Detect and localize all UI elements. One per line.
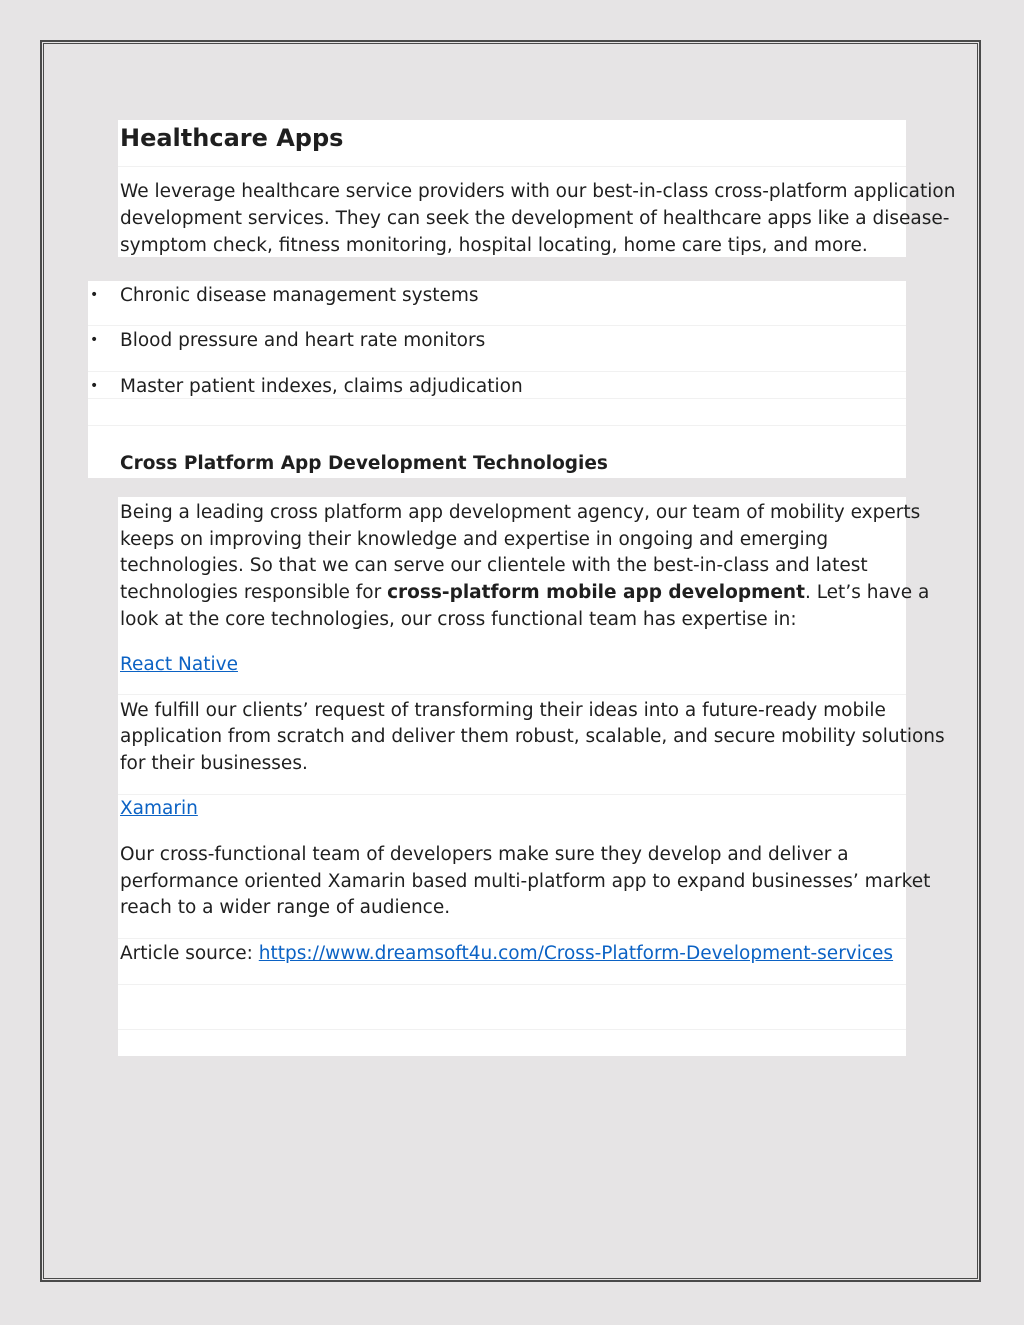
- source-link[interactable]: https://www.dreamsoft4u.com/Cross-Platform-Development-services: [258, 943, 894, 964]
- separator: [118, 166, 906, 167]
- paragraph-line: application from scratch and deliver them robust, scalable, and secure mobility solutions: [120, 726, 945, 747]
- paragraph-line: We fulfill our clients’ request of transforming their ideas into a future-ready mobile: [120, 700, 886, 721]
- paragraph-line: keeps on improving their knowledge and expertise in ongoing and emerging: [120, 529, 829, 550]
- separator: [88, 425, 906, 426]
- separator: [118, 1029, 906, 1030]
- source-label: Article source:: [120, 943, 259, 964]
- paragraph-text: . Let’s have a: [804, 582, 930, 603]
- separator: [118, 984, 906, 985]
- page-title: Healthcare Apps: [120, 124, 344, 152]
- separator: [88, 325, 906, 326]
- xamarin-link-line: [120, 795, 198, 822]
- react-native-link[interactable]: React Native: [120, 654, 238, 675]
- paragraph-line: [120, 579, 929, 606]
- separator: [118, 794, 906, 795]
- intro-line: symptom check, fitness monitoring, hospital locating, home care tips, and more.: [120, 235, 868, 256]
- bold-phrase: cross-platform mobile app development: [387, 582, 805, 603]
- paragraph-line: look at the core technologies, our cross functional team has expertise in:: [120, 609, 797, 630]
- paragraph-line: for their businesses.: [120, 753, 308, 774]
- intro-line: development services. They can seek the development of healthcare apps like a disease-: [120, 208, 950, 229]
- bullet-dot: •: [90, 378, 99, 394]
- paragraph-line: Being a leading cross platform app development agency, our team of mobility experts: [120, 502, 921, 523]
- list-item: Blood pressure and heart rate monitors: [120, 330, 486, 351]
- separator: [118, 938, 906, 939]
- paragraph-text: technologies responsible for: [120, 582, 388, 603]
- separator: [88, 371, 906, 372]
- separator: [118, 694, 906, 695]
- paragraph-line: reach to a wider range of audience.: [120, 897, 451, 918]
- xamarin-link[interactable]: Xamarin: [120, 798, 198, 819]
- section-heading: Cross Platform App Development Technologies: [120, 453, 608, 474]
- bullet-dot: •: [90, 332, 99, 348]
- paragraph-line: technologies. So that we can serve our clientele with the best-in-class and latest: [120, 555, 868, 576]
- paragraph-line: performance oriented Xamarin based multi-platform app to expand businesses’ market: [120, 871, 931, 892]
- intro-line: We leverage healthcare service providers with our best-in-class cross-platform application: [120, 181, 956, 202]
- bullet-dot: •: [90, 287, 99, 303]
- list-item: Chronic disease management systems: [120, 285, 479, 306]
- source-line: [120, 940, 893, 967]
- paragraph-line: Our cross-functional team of developers make sure they develop and deliver a: [120, 844, 849, 865]
- react-native-link-line: [120, 651, 238, 678]
- list-item: Master patient indexes, claims adjudication: [120, 376, 523, 397]
